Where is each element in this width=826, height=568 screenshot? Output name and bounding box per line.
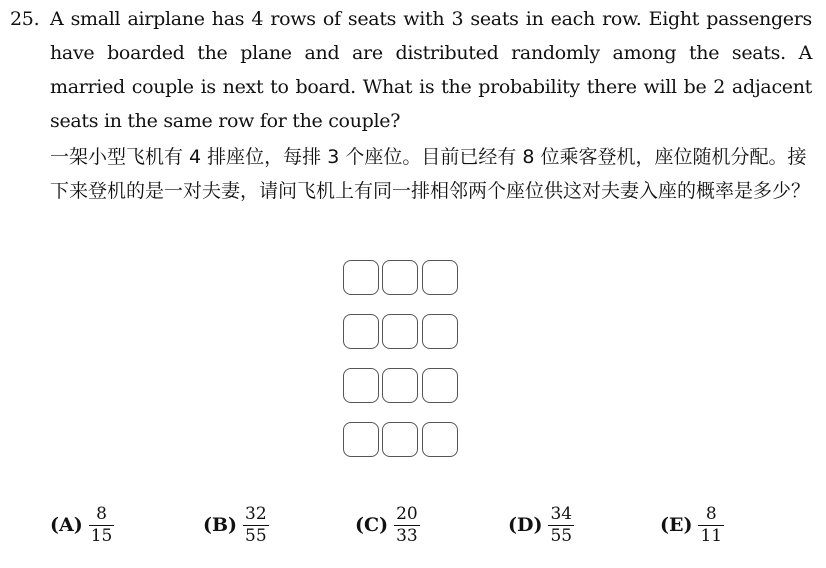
- seat: [422, 422, 458, 457]
- fraction: [698, 505, 724, 546]
- seat-row-1: [343, 260, 461, 296]
- choice-label: (A): [50, 514, 83, 536]
- seat: [343, 314, 379, 349]
- seat: [343, 260, 379, 295]
- problem-text-en: A small airplane has 4 rows of seats with 3 seats in each row. Eight passengers have boarded the plane and are distributed randomly among the seats. A married couple is next to board. What is the probability there will be 2 adjacent seats in the same row for the couple?: [50, 8, 812, 132]
- choice-label: (D): [508, 514, 543, 536]
- numerator: 8: [96, 503, 107, 524]
- seat-row-4: [343, 422, 461, 458]
- problem-text-zh: 一架小型飞机有 4 排座位，每排 3 个座位。目前已经有 8 位乘客登机，座位随机分配。接下来登机的是一对夫妻，请问飞机上有同一排相邻两个座位供这对夫妻入座的概率是多少？: [50, 146, 811, 202]
- choice-label: (C): [355, 514, 389, 536]
- denominator: 55: [550, 525, 573, 546]
- numerator: 32: [245, 503, 267, 524]
- problem-number: 25.: [10, 8, 40, 30]
- seat-row-2: [343, 314, 461, 350]
- choice-c[interactable]: [355, 500, 420, 550]
- seat: [422, 260, 458, 295]
- fraction: [548, 505, 574, 546]
- fraction: [243, 505, 269, 546]
- choice-label: (E): [660, 514, 693, 536]
- seat: [343, 422, 379, 457]
- seat: [382, 422, 418, 457]
- choice-label: (B): [203, 514, 238, 536]
- choice-d[interactable]: [508, 500, 574, 550]
- denominator: 15: [90, 525, 113, 546]
- seat: [382, 368, 418, 403]
- seat: [422, 368, 458, 403]
- denominator: 11: [700, 525, 723, 546]
- fraction: [89, 505, 115, 546]
- denominator: 55: [245, 525, 267, 546]
- numerator: 8: [705, 503, 717, 524]
- seat: [422, 314, 458, 349]
- choice-b[interactable]: [203, 500, 269, 550]
- choice-a[interactable]: [50, 500, 114, 550]
- choice-e[interactable]: [660, 500, 724, 550]
- seat-diagram: [343, 260, 461, 456]
- fraction: [394, 505, 420, 546]
- denominator: 33: [396, 525, 418, 546]
- seat: [382, 314, 418, 349]
- seat-row-3: [343, 368, 461, 404]
- numerator: 20: [396, 503, 418, 524]
- answer-choices: [0, 500, 826, 550]
- seat: [343, 368, 379, 403]
- seat: [382, 260, 418, 295]
- numerator: 34: [550, 503, 573, 524]
